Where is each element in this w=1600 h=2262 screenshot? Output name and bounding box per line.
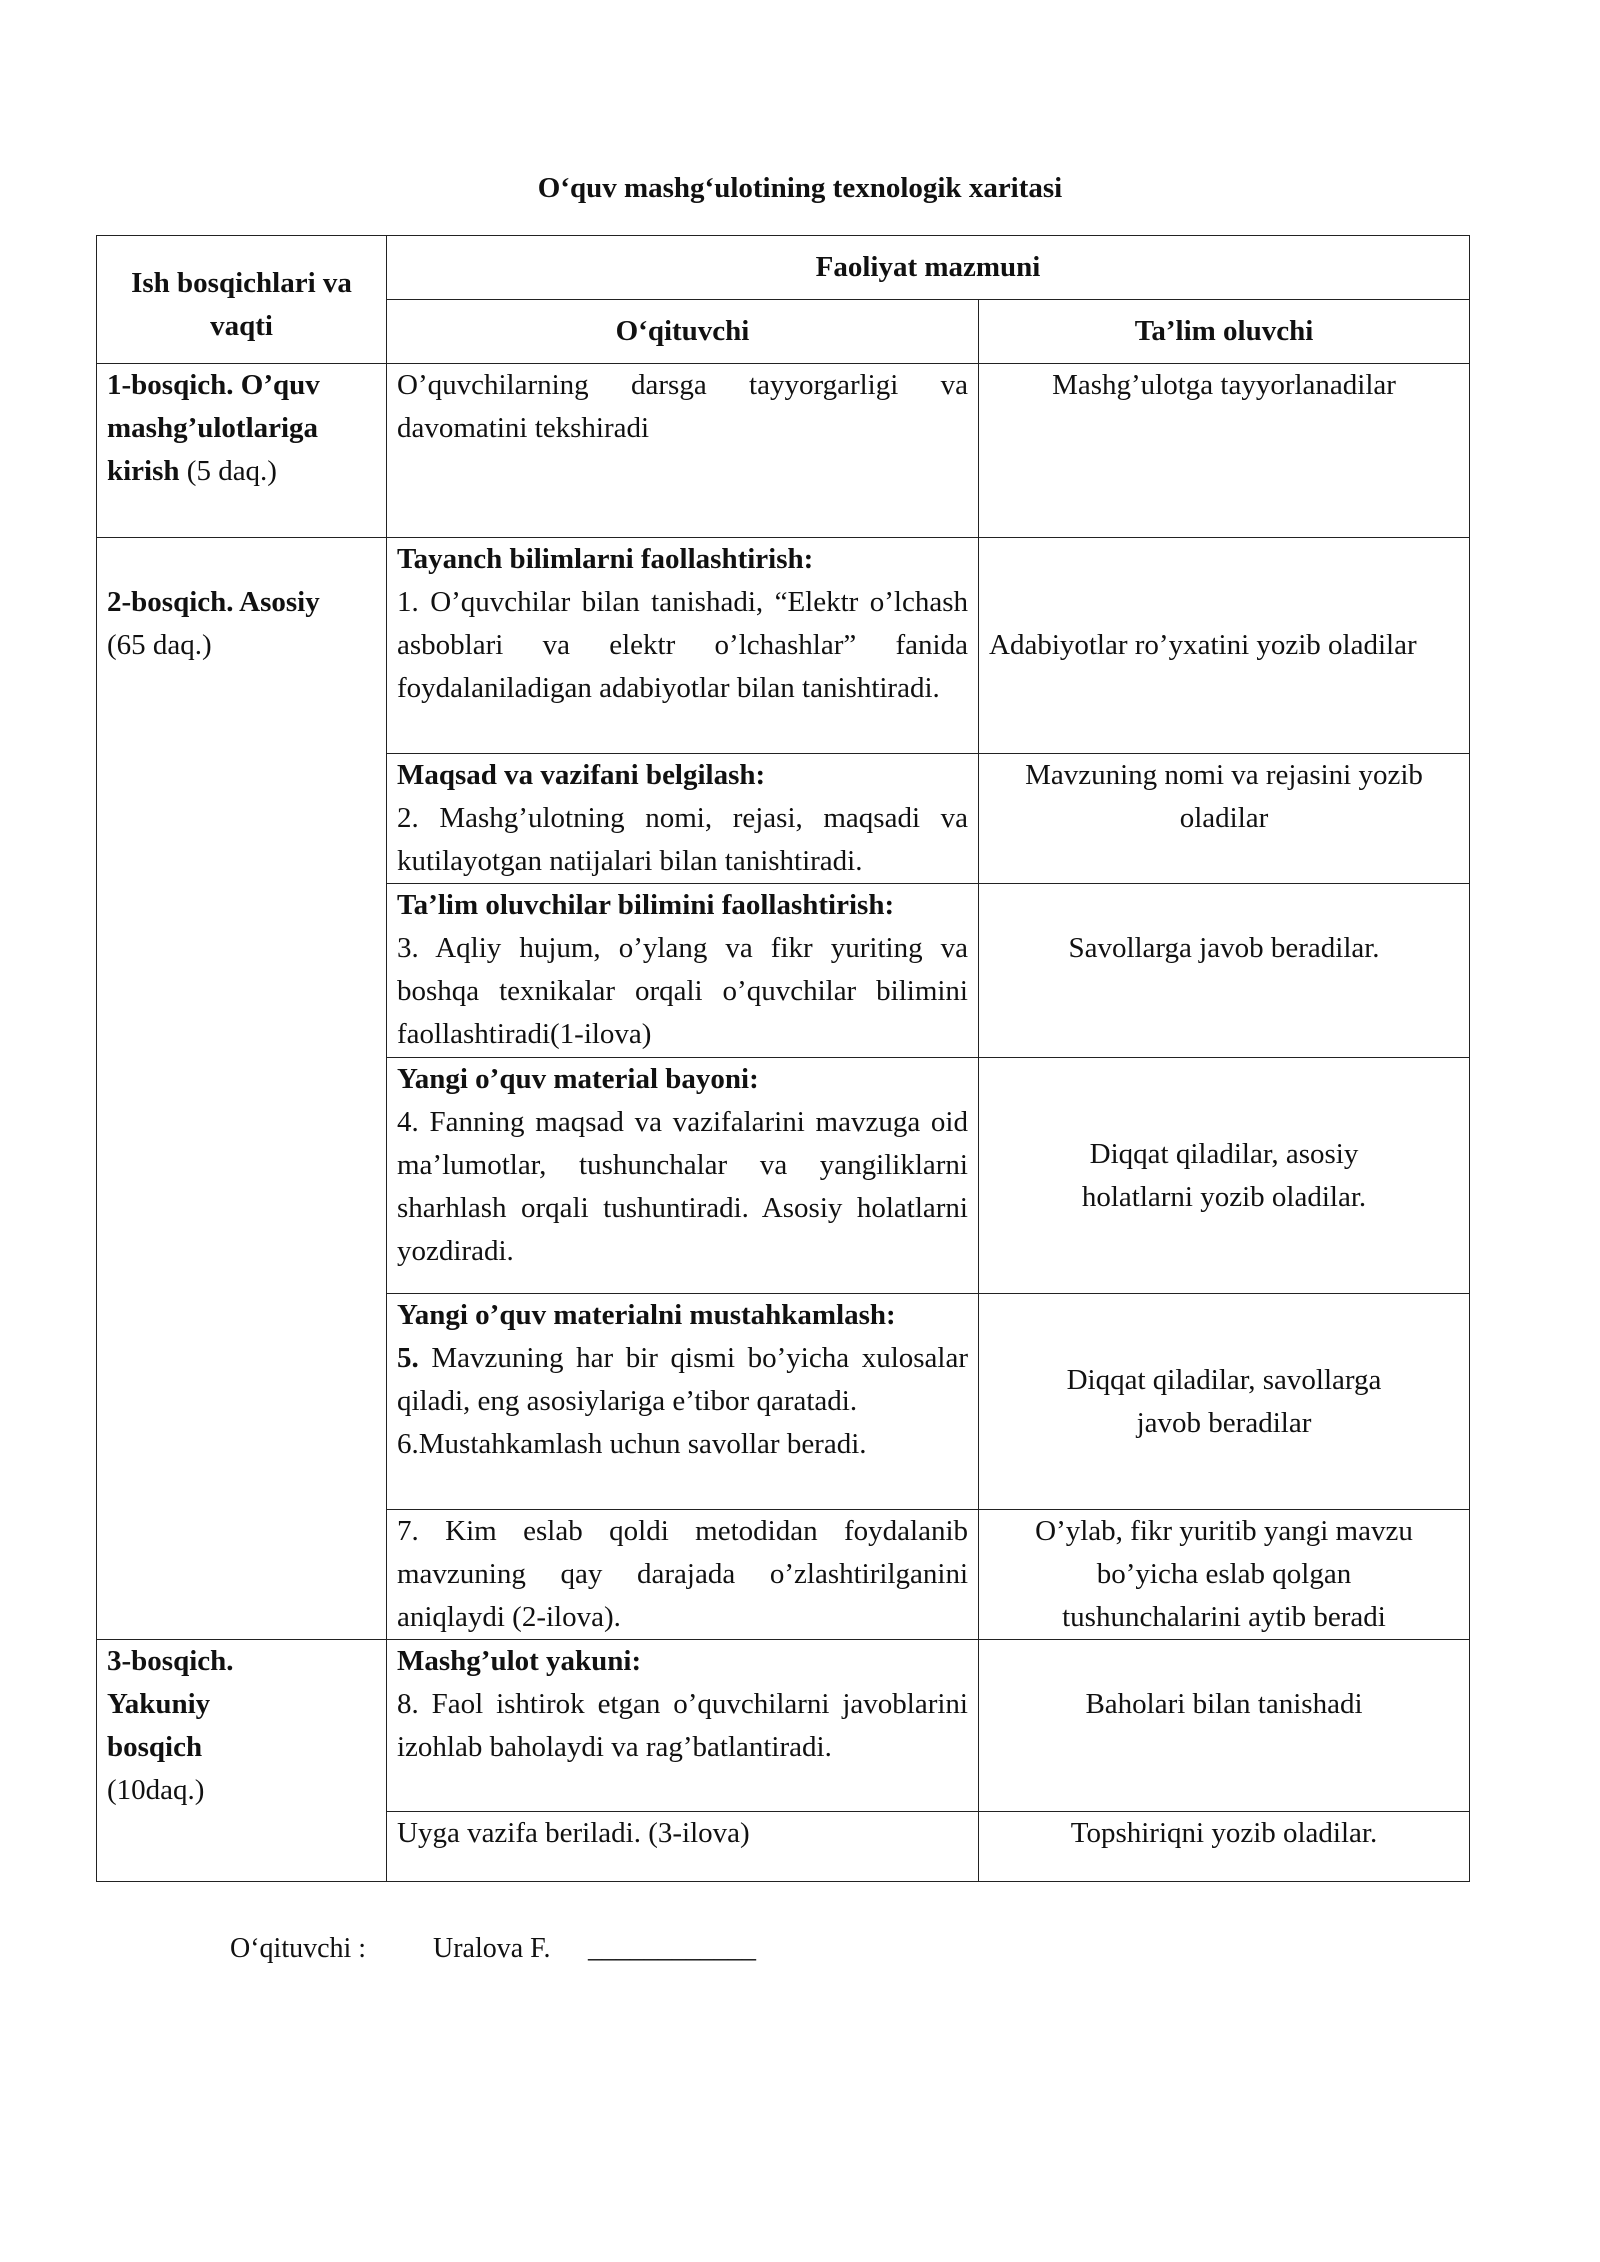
stage-1-learner-text: Mashg’ulotga tayyorlanadilar [1052,369,1396,401]
stage-3-cell [97,1640,387,1882]
row-text: 2. Mashg’ulotning nomi, rejasi, maqsadi va kutilayotgan natijalari bilan tanishtiradi. [397,802,968,877]
stage-1-time: (5 daq.) [179,455,277,487]
row-text: Uyga vazifa beriladi. (3-ilova) [397,1817,750,1849]
stage-3-row-2-teacher [387,1812,979,1882]
stage-2-row-5-learner [979,1294,1470,1510]
row-heading: Maqsad va vazifani belgilash: [397,759,766,791]
row-text: 3. Aqliy hujum, o’ylang va fikr yuriting va boshqa texnikalar orqali o’quvchilar bilimini faollashtiradi(1-ilova) [397,932,968,1050]
stage-3-time: (10daq.) [107,1774,205,1806]
stage-2-cell [97,538,387,1640]
learner-column-header-text: Ta’lim oluvchi [1134,315,1314,347]
technology-map-table [96,235,1470,1882]
stage-3-row-1-teacher [387,1640,979,1812]
row-heading: Mashg’ulot yakuni: [397,1645,642,1677]
row-text: 4. Fanning maqsad va vazifalarini mavzuga oid ma’lumotlar, tushunchalar va yangiliklarni sharhlash orqali tushuntiradi. Asosiy holatlarni yozdiradi. [397,1106,968,1267]
stage-1-teacher-text: O’quvchilarning darsga tayyorgarligi va davomatini tekshiradi [397,369,968,444]
stage-1-cell [97,364,387,538]
teacher-column-header [387,300,979,364]
row-text: 8. Faol ishtirok etgan o’quvchilarni javoblarini izohlab baholaydi va rag’batlantiradi. [397,1688,968,1763]
stages-column-header [97,236,387,364]
row-heading: Yangi o’quv material bayoni: [397,1063,759,1095]
row-number: 5. [397,1342,419,1374]
stage-2-row-1-learner [979,538,1470,754]
row-learner-text: Diqqat qiladilar, savollarga javob beradilar [1066,1363,1382,1439]
stage-2-name: 2-bosqich. Asosiy [107,586,320,618]
stage-2-row-3-learner [979,884,1470,1058]
stage-2-row-1-teacher [387,538,979,754]
row-learner-text: Savollarga javob beradilar. [1068,932,1380,964]
learner-column-header [979,300,1470,364]
row-learner-text: Diqqat qiladilar, asosiy holatlarni yozib oladilar. [1081,1137,1367,1213]
stage-2-row-2-teacher [387,754,979,884]
activity-header [387,236,1470,300]
stage-2-time: (65 daq.) [107,629,212,661]
signature-line [230,1933,756,1965]
row-learner-text: Baholari bilan tanishadi [1085,1688,1363,1720]
stage-3-row-2-learner [979,1812,1470,1882]
stage-2-row-5-teacher [387,1294,979,1510]
row-heading: Ta’lim oluvchilar bilimini faollashtirish: [397,889,895,921]
teacher-label: O‘qituvchi : [230,1933,367,1964]
teacher-name: Uralova F. [433,1933,551,1964]
row-learner-text: O’ylab, fikr yuritib yangi mavzu bo’yicha eslab qolgan tushunchalarini aytib beradi [1035,1515,1413,1633]
document-title: O‘quv mashg‘ulotining texnologik xaritasi [537,172,1063,204]
teacher-column-header-text: O‘qituvchi [615,315,750,347]
stage-1-teacher-cell [387,364,979,538]
row-heading: Yangi o’quv materialni mustahkamlash: [397,1299,896,1331]
stage-2-row-4-learner [979,1058,1470,1294]
stage-2-row-4-teacher [387,1058,979,1294]
stage-2-row-2-learner [979,754,1470,884]
stage-2-row-6-teacher [387,1510,979,1640]
row-text: Mavzuning har bir qismi bo’yicha xulosalar qiladi, eng asosiylariga e’tibor qaratadi. [397,1342,968,1417]
row-text: 7. Kim eslab qoldi metodidan foydalanib mavzuning qay darajada o’zlashtirilganini aniqlaydi (2-ilova). [397,1515,968,1633]
stage-3-name: 3-bosqich. Yakuniy bosqich [107,1645,234,1763]
row-heading: Tayanch bilimlarni faollashtirish: [397,543,814,575]
stage-3-row-1-learner [979,1640,1470,1812]
stage-1-name: 1-bosqich. O’quv mashg’ulotlariga kirish [107,369,320,487]
row-text: 1. O’quvchilar bilan tanishadi, “Elektr o’lchash asboblari va elektr o’lchashlar” fanida foydalaniladigan adabiyotlar bilan tanishtiradi. [397,586,968,704]
stage-2-row-6-learner [979,1510,1470,1640]
row-learner-text: Mavzuning nomi va rejasini yozib oladilar [1025,759,1423,834]
row-learner-text: Topshiriqni yozib oladilar. [1070,1817,1378,1849]
activity-header-text: Faoliyat mazmuni [815,251,1041,283]
stage-2-row-3-teacher [387,884,979,1058]
stage-1-learner-cell [979,364,1470,538]
row-text-2: 6.Mustahkamlash uchun savollar beradi. [397,1428,867,1460]
signature-blank: ____________ [588,1933,756,1964]
row-learner-text: Adabiyotlar ro’yxatini yozib oladilar [989,629,1417,661]
stages-column-header-text: Ish bosqichlari va vaqti [131,266,352,342]
